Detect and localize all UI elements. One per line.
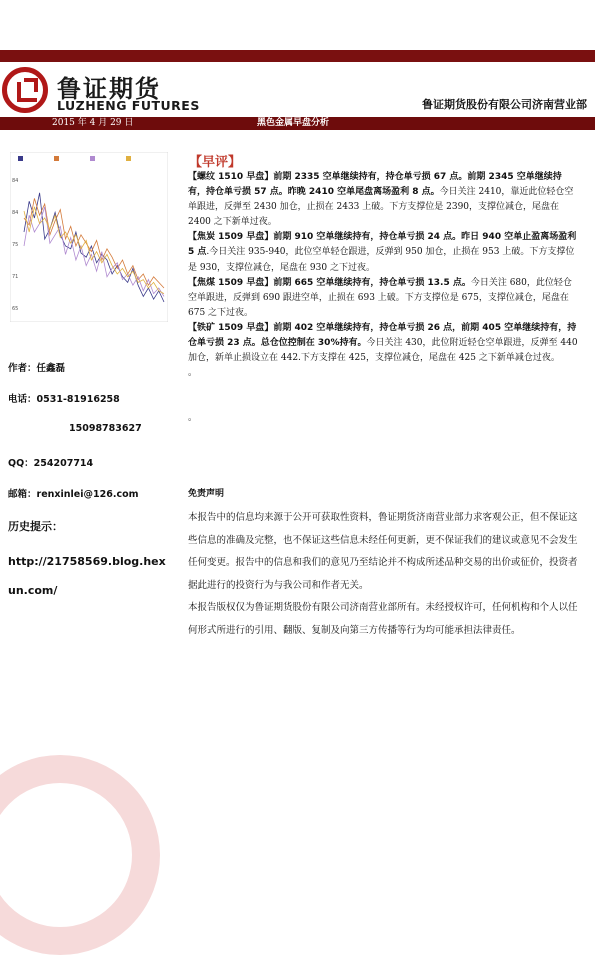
y-tick-label: 75: [12, 242, 19, 248]
legend-swatch: [90, 156, 95, 161]
blog-link[interactable]: http://21758569.blog.hexun.com/: [8, 555, 166, 597]
analysis-trailing: 。: [188, 368, 198, 379]
section-heading: 【早评】: [189, 155, 242, 170]
disclaimer-body: [188, 507, 583, 642]
disclaimer-paragraph: 本报告中的信息均来源于公开可获取性资料，鲁证期货济南营业部力求客观公正，但不保证这些信息的准确及完整，也不保证这些信息未经任何更新，更不保证我们的建议或意见不会发生任何变更。报告中的信息和我们的意见乃至结论并不构成所述品种交易的出价或征价，投资者据此进行的投资行为与我公司和作者无关。: [188, 512, 578, 591]
email-address[interactable]: renxinlei@126.com: [36, 489, 139, 500]
mobile-number: 15098783627: [69, 423, 142, 434]
analysis-paragraph: 【铁矿 1509 早盘】前期 402 空单继续持有，持仓单亏损 26 点，前期 405 空单继续持有，持仓单亏损 23 点。总仓位控制在 30%持有。今日关注 430，此位附近轻仓空单跟进，反弹至 440 加仓，新单止损设立在 442.下方支撑在 425，支撑位减仓，尾盘在 425 之下新单减仓过夜。: [188, 322, 578, 364]
top-accent-bar: [0, 50, 595, 62]
logo-emblem-icon: [2, 67, 48, 113]
chart-frame: [10, 152, 168, 322]
legend-swatch: [126, 156, 131, 161]
separator-dot: 。: [188, 413, 198, 423]
analysis-paragraph: 【焦炭 1509 早盘】前期 910 空单继续持有，持仓单亏损 24 点。昨日 940 空单止盈离场盈利 5 点.今日关注 935-940，此位空单轻仓跟进，反弹到 950 加仓，止损在 953 上破。下方支撑位是 930，支撑位减仓，尾盘在 930 之下过夜。: [188, 232, 577, 273]
y-tick-label: 65: [12, 306, 19, 312]
phone-line: 电话：0531-81916258: [8, 394, 120, 405]
disclaimer-heading: 免责声明: [188, 489, 225, 499]
disclaimer-paragraph: 本报告版权仅为鲁证期货股份有限公司济南营业部所有。未经授权许可，任何机构和个人以任何形式所进行的引用、翻版、复制及向第三方传播等行为均可能承担法律责任。: [188, 602, 578, 636]
phone-number: 0531-81916258: [36, 394, 120, 405]
analysis-paragraph: 【螺纹 1510 早盘】前期 2335 空单继续持有，持仓单亏损 67 点。前期 2345 空单继续持有，持仓单亏损 57 点。昨晚 2410 空单尾盘离场盈利 8 点。今日关注 2410，靠近此位轻仓空单跟进，反弹至 2430 加仓，止损在 2433 上破。下方支撑位是 2390，支撑位减仓，尾盘在 2400 之下新单过夜。: [188, 172, 574, 228]
legend-swatch: [54, 156, 59, 161]
email-line: 邮箱：renxinlei@126.com: [8, 489, 139, 500]
logo-english-name: LUZHENG FUTURES: [57, 98, 200, 113]
price-chart: [10, 152, 168, 322]
legend-swatch: [18, 156, 23, 161]
qq-number: 254207714: [33, 458, 94, 469]
company-logo: [2, 67, 207, 117]
history-label: 历史提示：: [8, 520, 63, 533]
analysis-paragraph: 【焦煤 1509 早盘】前期 665 空单继续持有，持仓单亏损 13.5 点。今日关注 680，此位轻仓空单跟进，反弹到 690 跟进空单，止损在 693 上破。下方支撑位是 675，支撑位减仓，尾盘在 675 之下过夜。: [188, 277, 572, 318]
report-title: 黑色金属早盘分析: [257, 118, 330, 128]
author-name: 任鑫磊: [36, 363, 66, 374]
author-line: 作者：任鑫磊: [8, 363, 66, 374]
logo-chinese-name: 鲁证期货: [57, 75, 161, 103]
report-date: 2015 年 4 月 29 日: [52, 118, 134, 128]
y-tick-label: 84: [12, 210, 19, 216]
title-bar: [0, 117, 595, 130]
watermark-logo: [0, 755, 160, 955]
company-name: 鲁证期货股份有限公司济南营业部: [422, 98, 587, 111]
morning-analysis: [188, 170, 578, 381]
y-tick-label: 71: [12, 274, 19, 280]
qq-line: QQ：254207714: [8, 458, 94, 469]
y-tick-label: 84: [12, 178, 19, 184]
